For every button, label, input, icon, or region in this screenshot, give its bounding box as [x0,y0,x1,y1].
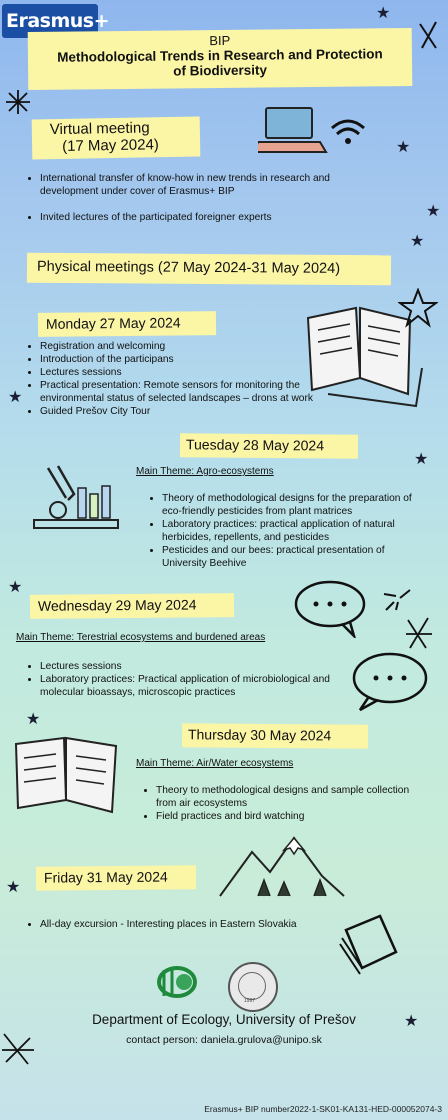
sparkle-icon [0,1030,36,1070]
monday-title [38,311,216,337]
tuesday-title-text: Tuesday 28 May 2024 [185,436,325,454]
list-item: • Theory of methodological designs for the preparation of eco-friendly pesticides from plant matrices [162,492,432,518]
virtual-list [20,172,380,224]
mountains-icon [218,832,348,902]
friday-title [36,865,196,890]
list-item: • Laboratory practices: practical application of natural herbicides, repellents, and pesticides [162,518,432,544]
star-icon: ★ [26,711,41,728]
list-item: • Practical presentation: Remote sensors for monitoring the environmental status of selected landscapes – drons at work [40,379,350,405]
sparkle-icon [414,18,444,52]
monday-title-text: Monday 27 May 2024 [45,314,181,332]
speech-bubble-icon [292,578,382,638]
list-item: • Field practices and bird watching [156,810,416,823]
ecology-logo-icon [150,962,204,1002]
star-icon: ★ [6,879,21,896]
sparkle-icon [404,614,438,654]
wednesday-list [20,660,350,699]
microscope-lab-icon [28,458,128,538]
thursday-theme: Main Theme: Air/Water ecosystems [136,758,294,769]
seal-year: 1997 [244,998,256,1004]
star-icon: ★ [414,451,429,468]
list-item: • International transfer of know-how in new trends in research and development under cover of Erasmus+ BIP [40,172,380,198]
virtual-title-line: Virtual meeting [49,119,150,139]
list-item: • Pesticides and our bees: practical presentation of University Beehive [162,544,432,570]
title-line: Methodological Trends in Research and Protection [57,46,383,65]
tuesday-list [142,492,432,570]
star-icon: ★ [396,139,411,156]
title-line-2: of Biodiversity [173,62,268,79]
department-name: Department of Ecology, University of Prešov [92,1012,356,1027]
monday-list [20,340,350,418]
title-bip: BIP [209,32,231,49]
speech-bubble-icon [350,650,440,714]
bip-number: Erasmus+ BIP number2022-1-SK01-KA131-HED-000052074-3 [204,1104,442,1114]
wednesday-title-text: Wednesday 29 May 2024 [37,596,197,614]
university-seal [228,962,278,1012]
list-item: • Guided Prešov City Tour [40,405,350,418]
wednesday-title [30,593,234,619]
physical-meetings-title [27,253,391,286]
sparkle-icon [380,580,414,616]
thursday-title-text: Thursday 30 May 2024 [187,726,332,744]
list-item: • Lectures sessions [40,660,350,673]
laptop-wifi-icon [258,100,368,170]
notebook-icon [8,730,126,816]
list-item: • Laboratory practices: Practical application of microbiological and molecular bioassays, microscopic practices [40,673,350,699]
list-item: • Invited lectures of the participated foreigner experts [40,211,380,224]
list-item: • Introduction of the participans [40,353,350,366]
tuesday-theme: Main Theme: Agro-ecosystems [136,466,274,477]
physical-title-text: Physical meetings (27 May 2024-31 May 2024) [36,258,341,277]
list-item: • All-day excursion - Interesting places in Eastern Slovakia [40,918,400,931]
wednesday-theme: Main Theme: Terestrial ecosystems and burdened areas [16,632,266,643]
tuesday-title [180,433,358,459]
list-item: • Theory to methodological designs and sample collection from air ecosystems [156,784,416,810]
friday-title-text: Friday 31 May 2024 [43,868,168,886]
star-icon: ★ [8,389,23,406]
wallet-icon [332,910,402,980]
star-icon: ★ [376,5,391,22]
star-icon: ★ [410,233,425,250]
list-item: • Lectures sessions [40,366,350,379]
erasmus-logo-text: Erasmus+ [6,10,110,32]
virtual-date-line: (17 May 2024) [61,136,159,155]
star-icon: ★ [426,203,441,220]
page-title [28,28,413,90]
thursday-list [136,784,416,823]
contact-person: contact person: daniela.grulova@unipo.sk [126,1034,322,1046]
outline-star-icon [398,288,438,328]
sparkle-icon [2,86,34,118]
star-icon: ★ [8,579,23,596]
virtual-meeting-title [32,117,201,160]
star-icon: ★ [404,1013,419,1030]
ecology-logo [150,962,204,1002]
thursday-title [182,723,368,749]
list-item: • Registration and welcoming [40,340,350,353]
